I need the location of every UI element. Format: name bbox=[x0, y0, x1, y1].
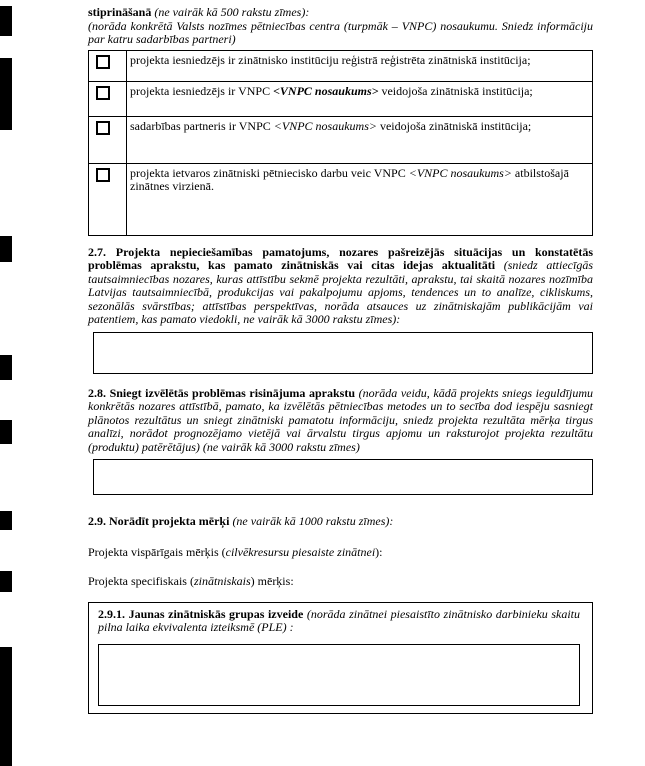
checklist-row-4 bbox=[89, 164, 592, 235]
section-2-9-limit: (ne vairāk kā 1000 rakstu zīmes): bbox=[232, 514, 394, 528]
scan-artifact bbox=[0, 6, 12, 36]
row-text: veidojoša zinātniskā institūcija; bbox=[376, 118, 532, 133]
checkbox[interactable] bbox=[96, 121, 110, 135]
section-2-7-textarea[interactable] bbox=[93, 332, 593, 374]
specific-goal-text-end: ) mērķis: bbox=[250, 574, 294, 588]
section-2-7-heading bbox=[88, 246, 593, 327]
section-2-7-note: (sniedz attiecīgās tautsaimniecības nozares, kuras attīstību sekmē projekta rezultāti, aprakstu, tai skaitā nozares nozīmība Latvijas tautsaimniecībā, produkcijas vai pakalpojumu apjoms, tendences un to analīze, cikliskums, sezonālās svārstības; attīstības perspektīvas, norāda atsauces uz zinātniskajām publikācijām vai patentiem, kas pamato viedokli, ne vairāk kā 3000 rakstu zīmes): bbox=[88, 258, 594, 326]
checklist-row-1 bbox=[89, 51, 592, 82]
checkbox[interactable] bbox=[96, 55, 110, 69]
checkbox-cell bbox=[89, 82, 127, 116]
scan-artifact bbox=[0, 647, 12, 766]
general-goal-note: cilvēkresursu piesaiste zinātnei bbox=[225, 544, 376, 559]
section-2-8-title: 2.8. Sniegt izvēlētās problēmas risinājuma aprakstu bbox=[88, 385, 359, 400]
intro-lead-line bbox=[88, 6, 593, 20]
scan-artifact bbox=[0, 58, 12, 130]
intro-lead-bold: stiprināšanā bbox=[88, 5, 152, 19]
section-2-9-1-heading bbox=[98, 608, 580, 635]
checklist-row-3 bbox=[89, 117, 592, 164]
row-text: projekta iesniedzējs ir VNPC bbox=[130, 83, 274, 98]
checklist-row-2 bbox=[89, 82, 592, 117]
row-text: projekta ietvaros zinātniski pētniecisko darbu veic VNPC bbox=[130, 165, 409, 180]
row-text: atbilstošajā zinātnes virzienā. bbox=[130, 165, 569, 193]
scan-artifact bbox=[0, 236, 12, 262]
scan-artifact bbox=[0, 355, 12, 380]
checklist-row-text bbox=[127, 82, 592, 116]
section-2-7-title: 2.7. Projekta nepieciešamības pamatojums, nozares pašreizējās situācijas un konstatētās problēmas aprakstu, kas pamato zinātniskās vai citas idejas aktualitāti bbox=[88, 244, 593, 272]
scan-artifact bbox=[0, 571, 12, 592]
specific-goal-line bbox=[88, 575, 593, 589]
section-2-9-title: 2.9. Norādīt projekta mērķi bbox=[88, 514, 233, 528]
scan-artifact bbox=[0, 420, 12, 444]
scan-artifact bbox=[0, 511, 12, 530]
checkbox[interactable] bbox=[96, 86, 110, 100]
vnpc-name-placeholder: <VNPC nosaukums> bbox=[408, 165, 512, 180]
vnpc-name-placeholder: <VNPC nosaukums> bbox=[273, 83, 379, 98]
checkbox-cell bbox=[89, 117, 127, 163]
checklist-row-text bbox=[127, 117, 592, 163]
section-2-9-1-note: (norāda zinātnei piesaistīto zinātnisko darbinieku skaitu pilna laika ekvivalenta izteiksmē (PLE) : bbox=[98, 606, 580, 634]
specific-goal-text: Projekta specifiskais ( bbox=[88, 574, 194, 588]
row-text: projekta iesniedzējs ir zinātnisko institūciju reģistrā reģistrēta zinātniskā institūcija; bbox=[130, 52, 531, 67]
general-goal-text-end: ): bbox=[375, 544, 383, 559]
page-content bbox=[88, 6, 593, 714]
vnpc-checklist-table bbox=[88, 50, 593, 236]
vnpc-name-placeholder: <VNPC nosaukums> bbox=[273, 118, 377, 133]
checkbox-cell bbox=[89, 51, 127, 81]
specific-goal-note: zinātniskais bbox=[193, 574, 251, 588]
intro-note: (norāda konkrētā Valsts nozīmes pētniecības centra (turpmāk – VNPC) nosaukumu. Sniedz informāciju par katru sadarbības partneri) bbox=[88, 18, 593, 46]
section-2-9-1-title: 2.9.1. Jaunas zinātniskās grupas izveide bbox=[98, 606, 307, 621]
section-2-8-textarea[interactable] bbox=[93, 459, 593, 495]
row-text: sadarbības partneris ir VNPC bbox=[130, 118, 274, 133]
checkbox[interactable] bbox=[96, 168, 110, 182]
checklist-row-text bbox=[127, 51, 592, 81]
row-text: veidojoša zinātniskā institūcija; bbox=[378, 83, 533, 98]
intro-lead-limit: (ne vairāk kā 500 rakstu zīmes): bbox=[151, 5, 310, 19]
section-2-9-1-textarea[interactable] bbox=[98, 644, 580, 706]
checkbox-cell bbox=[89, 164, 127, 235]
section-2-9-heading bbox=[88, 515, 593, 529]
general-goal-line bbox=[88, 546, 593, 560]
section-2-8-heading bbox=[88, 387, 593, 455]
section-2-8-note: (norāda veidu, kādā projekts sniegs ieguldījumu konkrētās nozares attīstībā, pamato, ka izvēlētās pētniecības metodes un to secība dod iespēju sasniegt plānotos rezultātus un sniegt zinātniski pamatotu informāciju, sniedz projekta rezultāta mērķa tirgus analīzi, norādot prognozējamo vietējā vai ārvalstu tirgus apjomu un raksturojot projekta rezultātu (produktu) patērētājus) (ne vairāk kā 3000 rakstu zīmes) bbox=[88, 385, 593, 454]
general-goal-text: Projekta vispārīgais mērķis ( bbox=[88, 544, 226, 559]
section-2-9-1-block bbox=[88, 602, 593, 714]
checklist-row-text bbox=[127, 164, 592, 235]
